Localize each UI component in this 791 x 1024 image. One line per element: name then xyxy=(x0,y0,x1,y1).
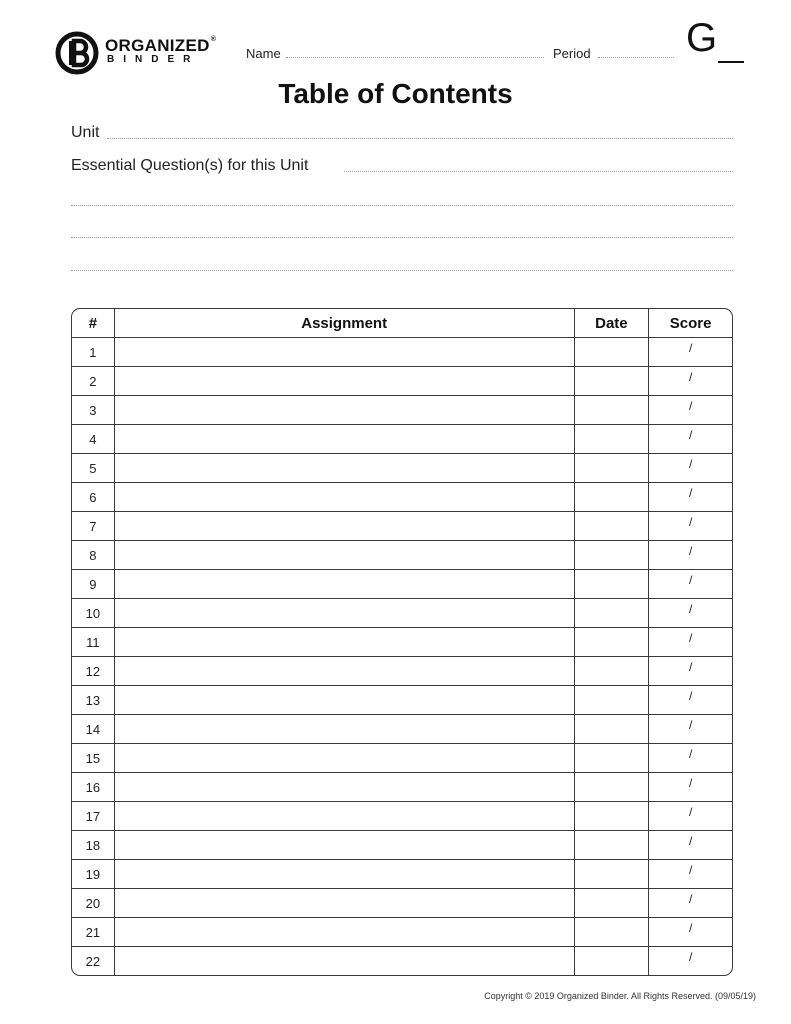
score-separator: / xyxy=(688,602,693,616)
table-row xyxy=(72,802,732,831)
score-separator: / xyxy=(688,457,693,471)
score-separator: / xyxy=(688,370,693,384)
date-cell[interactable] xyxy=(575,396,650,425)
score-separator: / xyxy=(688,718,693,732)
organized-binder-b-icon xyxy=(55,28,101,76)
score-separator: / xyxy=(688,863,693,877)
assignment-cell[interactable] xyxy=(115,454,575,483)
table-row xyxy=(72,541,732,570)
essential-question-line-3[interactable] xyxy=(71,237,733,238)
row-number: 20 xyxy=(72,889,115,918)
table-body xyxy=(72,338,732,975)
score-separator: / xyxy=(688,892,693,906)
score-cell[interactable] xyxy=(649,831,732,860)
copyright-notice: Copyright © 2019 Organized Binder. All Rights Reserved. (09/05/19) xyxy=(484,991,756,1001)
table-header-row xyxy=(72,309,732,338)
table-row xyxy=(72,860,732,889)
row-number: 16 xyxy=(72,773,115,802)
date-cell[interactable] xyxy=(575,338,650,367)
name-line[interactable] xyxy=(286,57,544,58)
period-line[interactable] xyxy=(598,57,674,58)
header-assignment: Assignment xyxy=(115,309,575,338)
score-cell[interactable] xyxy=(649,367,732,396)
date-cell[interactable] xyxy=(575,483,650,512)
score-cell[interactable] xyxy=(649,860,732,889)
row-number: 6 xyxy=(72,483,115,512)
assignment-cell[interactable] xyxy=(115,918,575,947)
score-cell[interactable] xyxy=(649,570,732,599)
header-date: Date xyxy=(575,309,650,338)
date-cell[interactable] xyxy=(575,860,650,889)
table-row xyxy=(72,483,732,512)
table-row xyxy=(72,657,732,686)
essential-question-line-1[interactable] xyxy=(344,171,733,172)
row-number: 17 xyxy=(72,802,115,831)
score-separator: / xyxy=(688,660,693,674)
table-row xyxy=(72,425,732,454)
essential-question-line-4[interactable] xyxy=(71,270,733,271)
table-row xyxy=(72,570,732,599)
score-cell[interactable] xyxy=(649,396,732,425)
score-cell[interactable] xyxy=(649,889,732,918)
score-cell[interactable] xyxy=(649,744,732,773)
date-cell[interactable] xyxy=(575,889,650,918)
score-cell[interactable] xyxy=(649,483,732,512)
assignment-cell[interactable] xyxy=(115,512,575,541)
table-row xyxy=(72,744,732,773)
score-separator: / xyxy=(688,486,693,500)
row-number: 21 xyxy=(72,918,115,947)
table-row xyxy=(72,338,732,367)
date-cell[interactable] xyxy=(575,657,650,686)
score-cell[interactable] xyxy=(649,454,732,483)
score-separator: / xyxy=(688,776,693,790)
assignment-cell[interactable] xyxy=(115,425,575,454)
score-separator: / xyxy=(688,399,693,413)
page-title: Table of Contents xyxy=(278,78,513,109)
score-cell[interactable] xyxy=(649,918,732,947)
assignment-cell[interactable] xyxy=(115,889,575,918)
assignment-cell[interactable] xyxy=(115,628,575,657)
score-separator: / xyxy=(688,631,693,645)
date-cell[interactable] xyxy=(575,367,650,396)
logo-wordmark-bottom: BINDER xyxy=(107,54,200,65)
date-cell[interactable] xyxy=(575,831,650,860)
assignment-cell[interactable] xyxy=(115,396,575,425)
row-number: 18 xyxy=(72,831,115,860)
table-row xyxy=(72,628,732,657)
logo-wordmark-top: ORGANIZED® xyxy=(105,36,217,55)
table-row xyxy=(72,773,732,802)
assignment-cell[interactable] xyxy=(115,367,575,396)
row-number: 8 xyxy=(72,541,115,570)
assignment-cell[interactable] xyxy=(115,860,575,889)
date-cell[interactable] xyxy=(575,947,650,975)
row-number: 7 xyxy=(72,512,115,541)
assignment-cell[interactable] xyxy=(115,715,575,744)
row-number: 9 xyxy=(72,570,115,599)
table-row xyxy=(72,831,732,860)
assignment-cell[interactable] xyxy=(115,657,575,686)
score-cell[interactable] xyxy=(649,947,732,975)
date-cell[interactable] xyxy=(575,628,650,657)
table-row xyxy=(72,918,732,947)
row-number: 5 xyxy=(72,454,115,483)
table-row xyxy=(72,715,732,744)
score-cell[interactable] xyxy=(649,715,732,744)
table-row xyxy=(72,599,732,628)
date-cell[interactable] xyxy=(575,918,650,947)
date-cell[interactable] xyxy=(575,512,650,541)
score-separator: / xyxy=(688,341,693,355)
score-separator: / xyxy=(688,689,693,703)
date-cell[interactable] xyxy=(575,541,650,570)
assignment-cell[interactable] xyxy=(115,744,575,773)
assignment-cell[interactable] xyxy=(115,338,575,367)
header-score: Score xyxy=(649,309,732,338)
table-row xyxy=(72,454,732,483)
score-cell[interactable] xyxy=(649,657,732,686)
grade-blank-line[interactable] xyxy=(718,61,744,63)
date-cell[interactable] xyxy=(575,744,650,773)
score-separator: / xyxy=(688,428,693,442)
assignment-cell[interactable] xyxy=(115,483,575,512)
period-label: Period xyxy=(553,46,591,61)
assignment-cell[interactable] xyxy=(115,802,575,831)
assignment-cell[interactable] xyxy=(115,773,575,802)
score-cell[interactable] xyxy=(649,425,732,454)
name-label: Name xyxy=(246,46,281,61)
assignment-cell[interactable] xyxy=(115,947,575,975)
score-separator: / xyxy=(688,544,693,558)
row-number: 22 xyxy=(72,947,115,975)
row-number: 14 xyxy=(72,715,115,744)
score-cell[interactable] xyxy=(649,686,732,715)
assignment-cell[interactable] xyxy=(115,831,575,860)
unit-label: Unit xyxy=(71,124,100,141)
date-cell[interactable] xyxy=(575,599,650,628)
organized-binder-logo xyxy=(55,28,225,78)
score-cell[interactable] xyxy=(649,802,732,831)
assignment-cell[interactable] xyxy=(115,599,575,628)
date-cell[interactable] xyxy=(575,773,650,802)
row-number: 1 xyxy=(72,338,115,367)
essential-question-label: Essential Question(s) for this Unit xyxy=(71,157,309,174)
score-cell[interactable] xyxy=(649,773,732,802)
date-cell[interactable] xyxy=(575,454,650,483)
row-number: 15 xyxy=(72,744,115,773)
assignment-cell[interactable] xyxy=(115,686,575,715)
score-cell[interactable] xyxy=(649,512,732,541)
score-separator: / xyxy=(688,834,693,848)
row-number: 3 xyxy=(72,396,115,425)
score-cell[interactable] xyxy=(649,628,732,657)
row-number: 2 xyxy=(72,367,115,396)
date-cell[interactable] xyxy=(575,686,650,715)
table-row xyxy=(72,686,732,715)
row-number: 11 xyxy=(72,628,115,657)
assignment-cell[interactable] xyxy=(115,570,575,599)
header-number: # xyxy=(72,309,115,338)
date-cell[interactable] xyxy=(575,425,650,454)
date-cell[interactable] xyxy=(575,802,650,831)
row-number: 13 xyxy=(72,686,115,715)
date-cell[interactable] xyxy=(575,715,650,744)
table-row xyxy=(72,396,732,425)
grade-letter: G xyxy=(686,16,718,60)
essential-question-line-2[interactable] xyxy=(71,205,733,206)
score-cell[interactable] xyxy=(649,541,732,570)
table-row xyxy=(72,512,732,541)
score-separator: / xyxy=(688,747,693,761)
score-separator: / xyxy=(688,573,693,587)
assignment-cell[interactable] xyxy=(115,541,575,570)
row-number: 10 xyxy=(72,599,115,628)
score-cell[interactable] xyxy=(649,338,732,367)
row-number: 12 xyxy=(72,657,115,686)
table-row xyxy=(72,889,732,918)
score-separator: / xyxy=(688,515,693,529)
table-row xyxy=(72,947,732,975)
row-number: 19 xyxy=(72,860,115,889)
score-separator: / xyxy=(688,921,693,935)
row-number: 4 xyxy=(72,425,115,454)
assignments-table xyxy=(71,308,733,976)
score-separator: / xyxy=(688,805,693,819)
table-row xyxy=(72,367,732,396)
score-separator: / xyxy=(688,950,693,964)
unit-line[interactable] xyxy=(107,138,733,139)
date-cell[interactable] xyxy=(575,570,650,599)
score-cell[interactable] xyxy=(649,599,732,628)
